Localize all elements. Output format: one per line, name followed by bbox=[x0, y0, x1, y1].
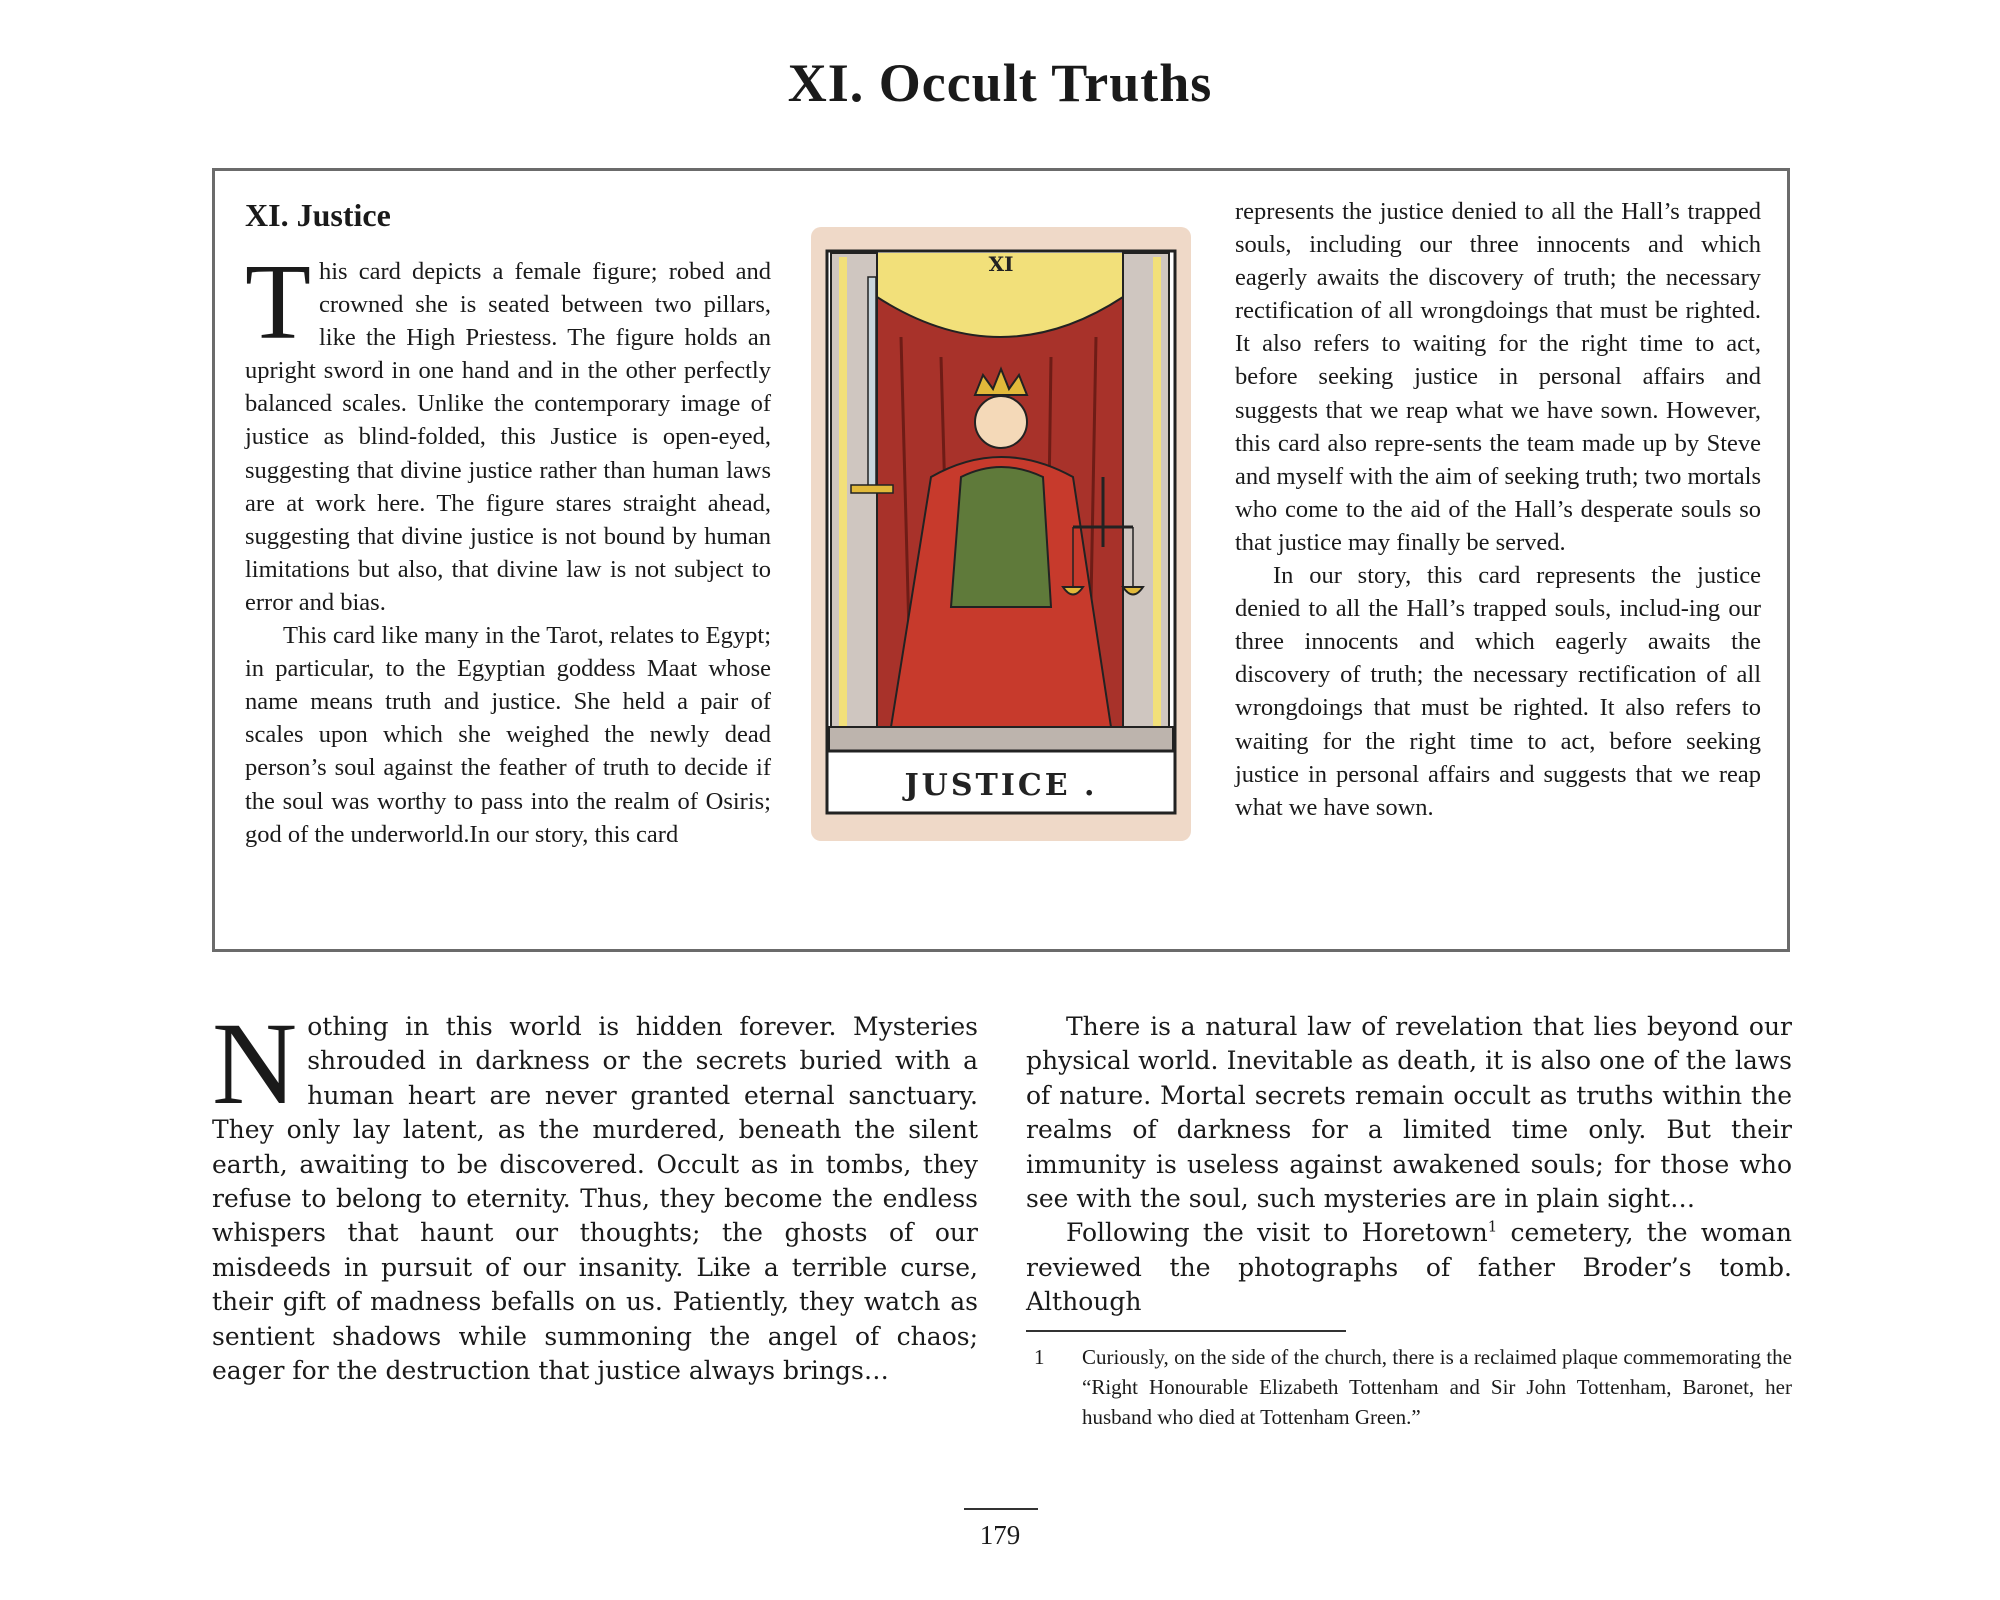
sidebar-heading: XI. Justice bbox=[245, 197, 391, 233]
drop-cap: T bbox=[245, 243, 311, 362]
main-left-column bbox=[212, 998, 978, 1388]
main-paragraph-3 bbox=[1026, 1216, 1792, 1319]
tarot-sidebar-box bbox=[212, 168, 1790, 952]
card-name: JUSTICE . bbox=[904, 768, 1098, 803]
main-paragraph-3-start: Following the visit to Horetown bbox=[1066, 1218, 1488, 1248]
main-paragraph-1-text: othing in this world is hidden forever. Mysteries shrouded in darkness or the secrets buried with a human heart are never granted eternal sanctuary. They only lay latent, as the murdered, beneath the silent earth, awaiting to be discovered. Occult as in tombs, they refuse to belong to eternity. Thus, they become the endless whispers that haunt our thoughts; the ghosts of our misdeeds in pursuit of our insanity. Like a terrible curse, their gift of madness befalls on us. Patiently, they watch as sentient shadows while summoning the angel of chaos; eager for the destruction that justice always brings… bbox=[212, 1012, 978, 1386]
page-number-rule bbox=[964, 1508, 1038, 1510]
page-number: 179 bbox=[979, 1520, 1021, 1550]
chapter-title: XI. Occult Truths bbox=[787, 53, 1213, 113]
sidebar-left-column bbox=[245, 195, 771, 851]
footnote-number: 1 bbox=[1034, 1344, 1045, 1369]
sidebar-paragraph-1-text: his card depicts a female figure; robed and crowned she is seated between two pillars, like the High Priestess. The figure holds an upright sword in one hand and in the other perfectly balanced scales. Unlike the contemporary image of justice as blind-folded, this Justice is open-eyed, suggesting that divine justice rather than human laws are at work here. The figure stares straight ahead, suggesting that divine justice is not bound by human limitations but also, that divine law is not subject to error and bias. bbox=[245, 258, 771, 616]
main-right-column bbox=[1026, 1010, 1792, 1432]
sword bbox=[868, 277, 876, 487]
sidebar-right-column bbox=[1235, 195, 1761, 824]
figure-head bbox=[975, 396, 1027, 448]
footnote-reference[interactable]: 1 bbox=[1487, 1218, 1498, 1237]
card-numeral: XI bbox=[988, 252, 1014, 276]
sidebar-paragraph-1 bbox=[245, 243, 771, 619]
justice-tarot-card-image bbox=[811, 227, 1191, 841]
sidebar-paragraph-2: This card like many in the Tarot, relates to Egypt; in particular, to the Egyptian goddess Maat whose name means truth and justice. She held a pair of scales upon which she weighed the newly dead person’s soul against the feather of truth to decide if the soul was worthy to pass into the realm of Osiris; god of the underworld.In our story, this card bbox=[245, 622, 771, 848]
drop-cap-main: N bbox=[212, 998, 298, 1129]
sidebar-paragraph-3: represents the justice denied to all the Hall’s trapped souls, including our three innocents and which eagerly awaits the discovery of truth; the necessary rectification of all wrongdoings that must be righted. It also refers to waiting for the right time to act, before seeking justice in personal affairs and suggests that we reap what we have sown. However, this card also repre-sents the team made up by Steve and myself with the aim of seeking truth; two mortals who come to the aid of the Hall’s desperate souls so that justice may finally be served. bbox=[1235, 198, 1761, 556]
right-pillar bbox=[1123, 253, 1169, 751]
sidebar-paragraph-4: In our story, this card represents the justice denied to all the Hall’s trapped souls, includ-ing our three innocents and which eagerly awaits the discovery of truth; the necessary rectification of all wrongdoings that must be righted. It also refers to waiting for the right time to act, before seeking justice in personal affairs and suggests that we reap what we have sown. bbox=[1235, 562, 1761, 821]
footnote-rule bbox=[1026, 1330, 1346, 1332]
main-paragraph-1 bbox=[212, 998, 978, 1388]
main-paragraph-2: There is a natural law of revelation that lies beyond our physical world. Inevitable as death, it is also one of the laws of nature. Mortal secrets remain occult as truths within the realms of darkness for a limited time only. But their immunity is useless against awakened souls; for those who see with the soul, such mysteries are in plain sight… bbox=[1026, 1012, 1792, 1214]
footnote-text: Curiously, on the side of the church, there is a reclaimed plaque commemorating the “Right Honourable Elizabeth Tottenham and Sir John Tottenham, Baronet, her husband who died at Tottenham Green.” bbox=[1082, 1344, 1792, 1429]
footnote bbox=[1026, 1342, 1792, 1432]
main-paragraph-3-end: cemetery, the woman reviewed the photographs of father Broder’s tomb. Although bbox=[1026, 1218, 1792, 1317]
